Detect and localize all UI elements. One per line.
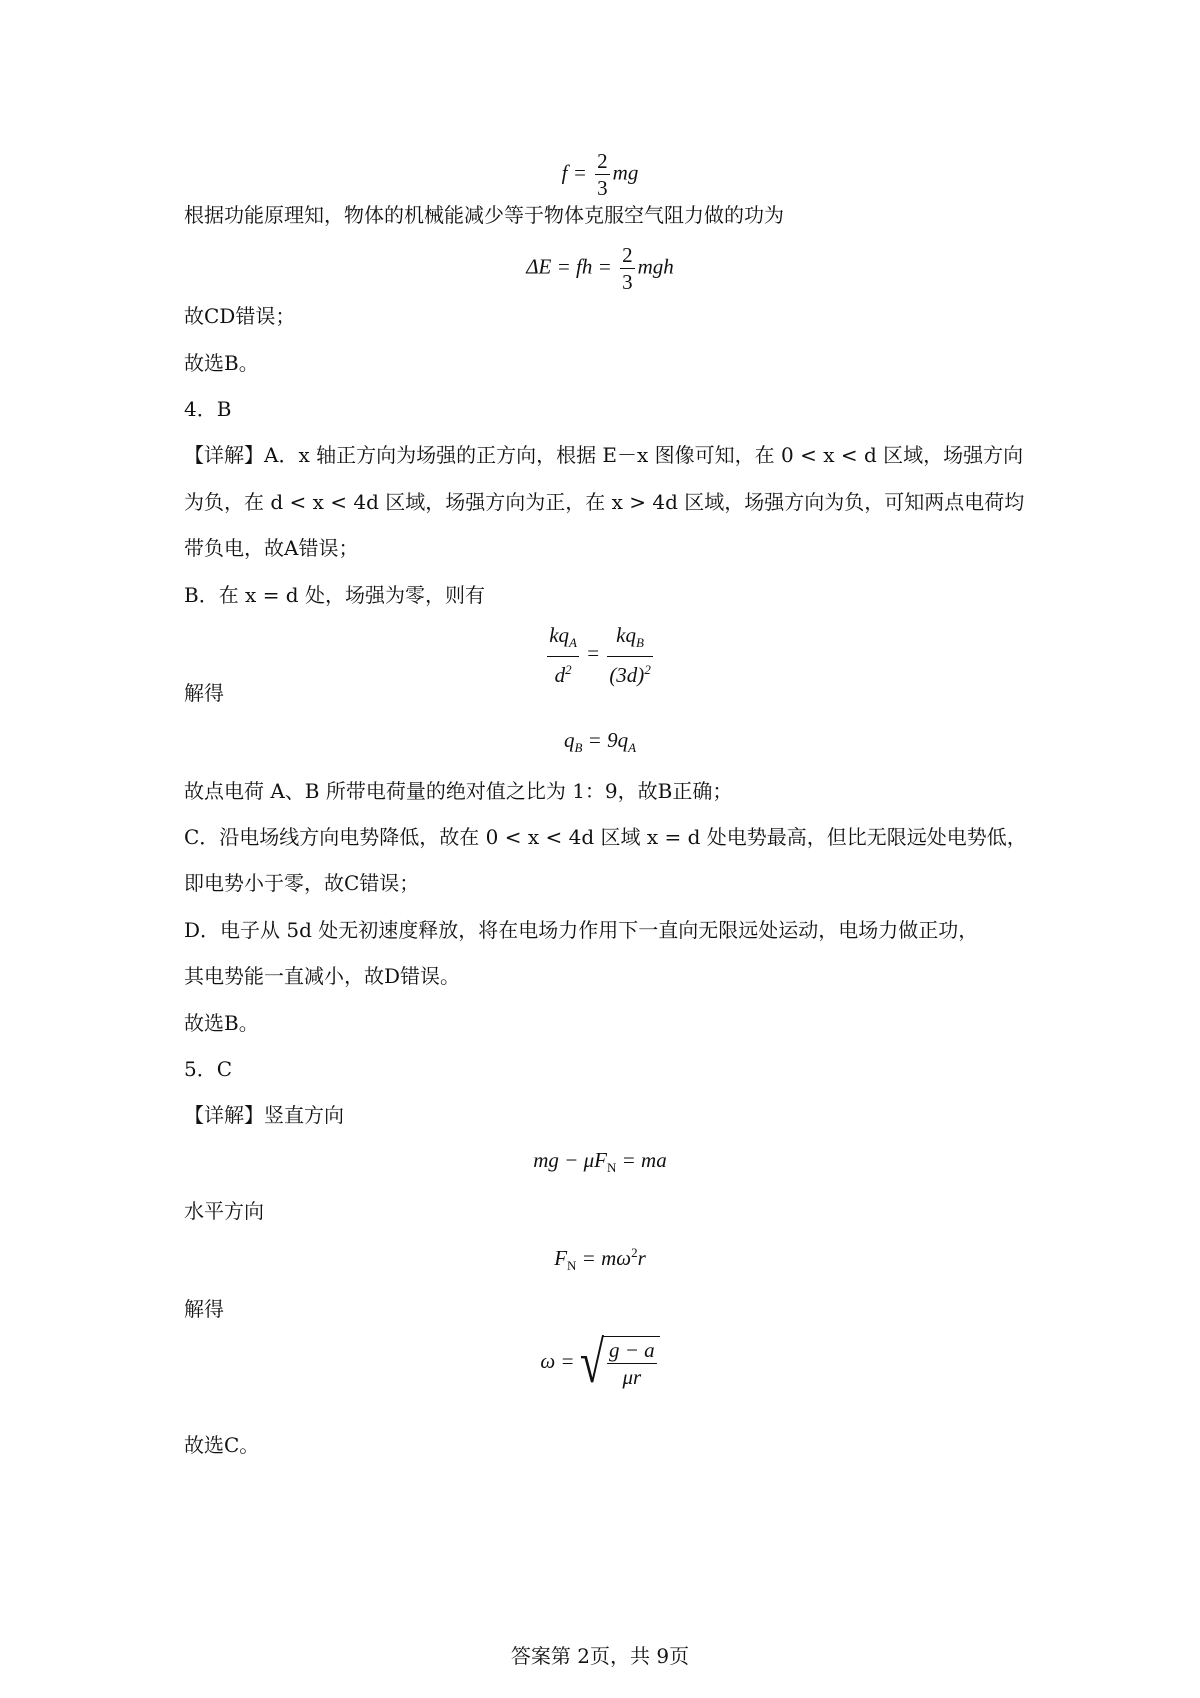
paragraph: 为负，在 d < x < 4d 区域，场强方向为正，在 x > 4d 区域，场强方向为负，可知两点电荷均 [184,490,1025,514]
paragraph: 【详解】A．x 轴正方向为场强的正方向，根据 E－x 图像可知，在 0 < x < d 区域，场强方向 [184,443,1024,467]
square-root: √ $\frac{g - a}{\mu r}$ [580,1336,660,1390]
paragraph: 故CD错误； [184,304,296,328]
paragraph: 【详解】竖直方向 [184,1103,344,1127]
question-number: 5．C [184,1057,233,1081]
paragraph: 其电势能一直减小，故D错误。 [184,964,461,988]
fraction: $\frac{2}{3}$ [622,243,633,294]
equation-vertical: mg − $\mu F_N$ = ma [533,1148,667,1176]
paragraph: D．电子从 5d 处无初速度释放，将在电场力作用下一直向无限远处运动，电场力做正功， [184,918,979,942]
fraction: $\frac{kq_A}{d^2}$ [549,623,577,688]
fraction: $\frac{g - a}{\mu r}$ [608,1338,655,1389]
paragraph: C．沿电场线方向电势降低，故在 0 < x < 4d 区域 x = d 处电势最高，但比无限远处电势低， [184,825,1027,849]
paragraph: 故点电荷 A、B 所带电荷量的绝对值之比为 1：9，故B正确； [184,779,733,803]
paragraph: 水平方向 [184,1199,264,1223]
equation-friction: f = $\frac{2}{3}$ mg [561,149,639,200]
question-number: 4．B [184,397,232,421]
paragraph: 根据功能原理知，物体的机械能减少等于物体克服空气阻力做的功为 [184,203,784,227]
equation-horizontal: $F_N = m\omega^2r$ [554,1245,646,1274]
paragraph: B．在 x = d 处，场强为零，则有 [184,583,485,607]
equation-field-zero: $\frac{kq_A}{d^2}$ = $\frac{kq_B}{(3d)^2}$ [549,623,651,688]
paragraph: 故选B。 [184,1011,259,1035]
equation-omega: ω = √ $\frac{g - a}{\mu r}$ [0,1336,1200,1390]
equation-charge-ratio: $q_B = 9q_A$ [563,728,637,756]
paragraph: 带负电，故A错误； [184,536,359,560]
equation-energy-loss: ΔE = fh = $\frac{2}{3}$ mgh [526,243,674,294]
fraction: $\frac{2}{3}$ [597,149,608,200]
paragraph: 即电势小于零，故C错误； [184,871,420,895]
paragraph: 解得 [184,1297,224,1321]
paragraph: 解得 [184,681,224,705]
page-footer: 答案第 2页，共 9页 [510,1644,690,1668]
paragraph: 故选C。 [184,1433,260,1457]
fraction: $\frac{kq_B}{(3d)^2}$ [609,623,651,688]
paragraph: 故选B。 [184,351,259,375]
